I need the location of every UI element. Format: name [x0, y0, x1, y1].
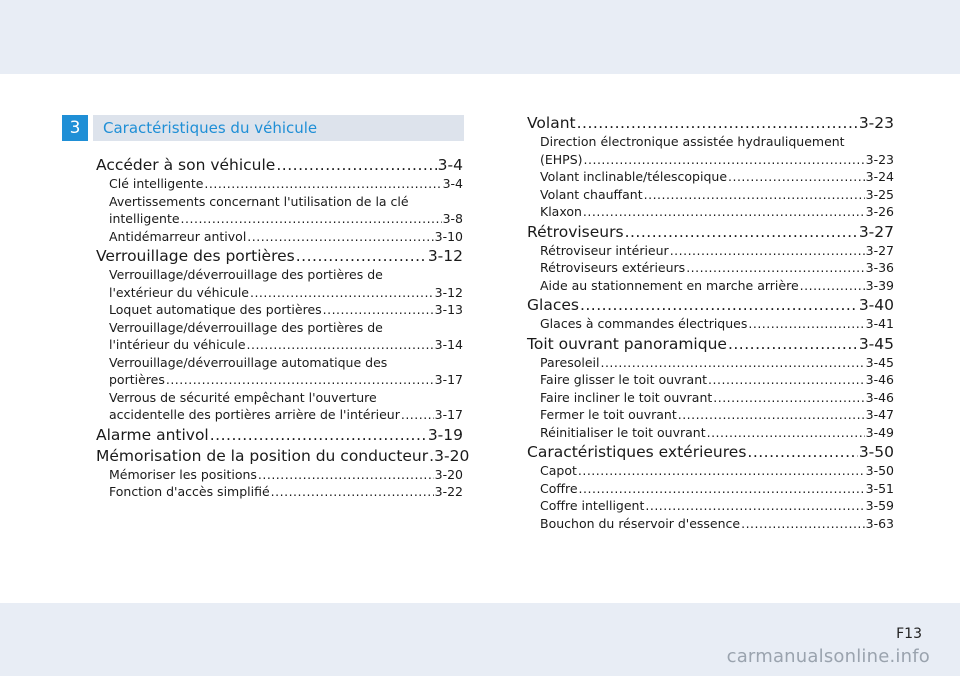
toc-entry-title: portières	[109, 372, 165, 387]
toc-sub-entry[interactable]	[527, 480, 894, 498]
toc-sub-entry[interactable]	[527, 406, 894, 424]
toc-entry-page: 3-4	[442, 176, 463, 191]
toc-entry-line: Avertissements concernant l'utilisation de la clé	[109, 193, 409, 209]
toc-entry-title: Rétroviseurs	[527, 222, 624, 241]
toc-leader-dots	[678, 406, 865, 424]
toc-sub-entry[interactable]	[96, 466, 463, 484]
toc-leader-dots	[713, 389, 864, 407]
toc-entry-title: Réinitialiser le toit ouvrant	[540, 424, 706, 440]
toc-entry-title: Paresoleil	[540, 354, 600, 370]
toc-entry-page: 3-50	[858, 443, 894, 461]
toc-entry-title: Rétroviseurs extérieurs	[540, 260, 686, 275]
toc-sub-entry[interactable]	[527, 242, 894, 260]
toc-section-entry[interactable]	[527, 334, 894, 354]
toc-leader-dots	[748, 315, 864, 333]
toc-entry-page: 3-4	[437, 156, 463, 174]
toc-sub-entry[interactable]	[96, 210, 463, 228]
toc-entry-page: 3-40	[858, 296, 894, 314]
toc-entry-title: Fermer le toit ouvrant	[540, 407, 677, 422]
toc-leader-dots	[670, 242, 865, 260]
toc-entry-page: 3-19	[427, 425, 463, 444]
toc-leader-dots	[583, 203, 865, 221]
toc-sub-entry[interactable]	[527, 371, 894, 389]
toc-entry-page: 3-22	[434, 484, 463, 499]
toc-entry-title: Coffre intelligent	[540, 498, 645, 513]
watermark: carmanualsonline.info	[726, 646, 930, 667]
toc-entry-title: Alarme antivol	[96, 425, 209, 444]
toc-leader-dots	[271, 483, 434, 501]
toc-entry-line: Verrouillage/déverrouillage des portières de	[109, 319, 383, 335]
toc-entry-page: 3-14	[434, 337, 463, 352]
toc-leader-dots	[247, 228, 433, 246]
toc-leader-dots	[296, 246, 427, 266]
toc-entry-page: 3-50	[865, 463, 894, 478]
toc-entry-page: 3-12	[434, 284, 463, 300]
toc-leader-dots	[728, 168, 865, 186]
toc-entry-title: Volant	[527, 114, 576, 132]
toc-leader-dots	[645, 497, 864, 515]
toc-entry-page: 3-17	[434, 372, 463, 387]
chapter-header	[62, 115, 464, 141]
toc-entry-page: 3-46	[865, 372, 894, 387]
toc-sub-entry[interactable]	[96, 175, 463, 193]
toc-sub-entry[interactable]	[527, 497, 894, 515]
chapter-title: Caractéristiques du véhicule	[103, 119, 318, 137]
toc-sub-entry[interactable]	[96, 371, 463, 389]
toc-section-entry[interactable]	[96, 446, 470, 466]
toc-sub-entry[interactable]	[527, 168, 894, 186]
toc-leader-dots	[578, 462, 865, 480]
toc-leader-dots	[584, 151, 865, 169]
toc-sub-entry[interactable]	[527, 277, 894, 295]
toc-entry-title: accidentelle des portières arrière de l'intérieur	[109, 407, 400, 422]
toc-entry-page: 3-12	[427, 247, 463, 265]
toc-leader-dots	[181, 210, 442, 228]
toc-leader-dots	[250, 284, 434, 302]
toc-entry-title: intelligente	[109, 211, 180, 226]
toc-entry-title: Caractéristiques extérieures	[527, 443, 747, 461]
toc-entry-title: Antidémarreur antivol	[109, 228, 247, 244]
toc-entry-page: 3-45	[858, 334, 894, 353]
toc-entry-title: Glaces à commandes électriques	[540, 316, 748, 331]
toc-entry-title: Clé intelligente	[109, 176, 204, 191]
toc-entry-title: Volant inclinable/télescopique	[540, 169, 728, 184]
toc-entry-line: Verrous de sécurité empêchant l'ouverture	[109, 389, 377, 405]
toc-entry-page: 3-23	[865, 151, 894, 167]
toc-entry-title: Fonction d'accès simplifié	[109, 484, 270, 499]
toc-entry-page: 3-27	[858, 222, 894, 241]
toc-sub-entry[interactable]	[527, 515, 894, 533]
toc-leader-dots	[708, 371, 865, 389]
toc-entry-title: Capot	[540, 463, 577, 478]
toc-left-column	[96, 154, 470, 501]
toc-sub-entry[interactable]	[527, 259, 894, 277]
toc-sub-entry[interactable]	[96, 284, 463, 302]
toc-entry-page: 3-51	[865, 480, 894, 496]
toc-leader-dots	[600, 354, 864, 372]
toc-entry-page: 3-49	[865, 424, 894, 440]
toc-leader-dots	[247, 336, 434, 354]
toc-section-entry[interactable]	[527, 113, 894, 133]
toc-leader-dots	[258, 466, 434, 484]
toc-leader-dots	[429, 446, 433, 466]
toc-entry-title: Klaxon	[540, 204, 582, 219]
toc-leader-dots	[401, 406, 434, 424]
toc-entry-page: 3-20	[434, 446, 470, 465]
toc-entry-page: 3-25	[865, 186, 894, 202]
toc-entry-title: Volant chauffant	[540, 186, 643, 202]
toc-entry-title: Bouchon du réservoir d'essence	[540, 515, 741, 531]
toc-entry-page: 3-41	[865, 316, 894, 331]
toc-entry-line: Verrouillage/déverrouillage automatique des	[109, 354, 388, 370]
toc-entry-title: (EHPS)	[540, 151, 583, 167]
toc-entry-page: 3-39	[865, 277, 894, 293]
toc-leader-dots	[577, 113, 858, 133]
toc-section-entry[interactable]	[527, 442, 894, 462]
toc-entry-title: Coffre	[540, 480, 578, 496]
page-number: F13	[896, 626, 922, 642]
toc-sub-entry[interactable]	[96, 228, 463, 246]
toc-entry-page: 3-46	[865, 389, 894, 405]
toc-entry-title: Rétroviseur intérieur	[540, 242, 669, 258]
toc-sub-entry[interactable]	[527, 186, 894, 204]
toc-sub-entry[interactable]	[96, 483, 463, 501]
toc-entry-line: Verrouillage/déverrouillage des portières de	[109, 267, 383, 282]
toc-sub-entry[interactable]	[96, 301, 463, 319]
toc-leader-dots	[276, 155, 436, 175]
toc-section-entry[interactable]	[96, 425, 463, 445]
toc-leader-dots	[323, 301, 434, 319]
toc-leader-dots	[579, 480, 865, 498]
chapter-number: 3	[62, 115, 88, 141]
toc-leader-dots	[644, 186, 865, 204]
toc-entry-page: 3-27	[865, 242, 894, 258]
toc-section-entry[interactable]	[96, 246, 463, 266]
toc-leader-dots	[741, 515, 865, 533]
toc-entry-title: Faire incliner le toit ouvrant	[540, 389, 713, 405]
toc-entry-title: Aide au stationnement en marche arrière	[540, 277, 799, 293]
toc-entry-page: 3-45	[865, 354, 894, 370]
toc-right-column	[527, 112, 894, 532]
toc-entry-title: Mémorisation de la position du conducteur	[96, 446, 429, 465]
toc-entry-title: Mémoriser les positions	[109, 466, 257, 482]
toc-entry-title: Faire glisser le toit ouvrant	[540, 372, 708, 387]
toc-entry-page: 3-10	[434, 228, 463, 244]
toc-entry-page: 3-13	[434, 302, 463, 317]
toc-entry-page: 3-26	[865, 204, 894, 219]
toc-entry-page: 3-17	[434, 407, 463, 422]
toc-entry-page: 3-47	[865, 407, 894, 422]
toc-leader-dots	[707, 424, 865, 442]
toc-entry-page: 3-20	[434, 466, 463, 482]
toc-leader-dots	[166, 371, 434, 389]
toc-entry-page: 3-23	[858, 114, 894, 132]
toc-sub-entry[interactable]	[527, 389, 894, 407]
toc-entry-page: 3-63	[865, 515, 894, 531]
toc-leader-dots	[728, 334, 858, 354]
toc-entry-title: l'intérieur du véhicule	[109, 337, 246, 352]
toc-sub-entry[interactable]	[527, 354, 894, 372]
toc-leader-dots	[580, 295, 858, 315]
toc-entry-page: 3-24	[865, 169, 894, 184]
toc-entry-title: l'extérieur du véhicule	[109, 284, 249, 300]
toc-entry-page: 3-59	[865, 498, 894, 513]
top-band	[0, 0, 960, 74]
toc-section-entry[interactable]	[527, 222, 894, 242]
toc-sub-entry[interactable]	[527, 424, 894, 442]
toc-section-entry[interactable]	[96, 155, 463, 175]
toc-entry-title: Accéder à son véhicule	[96, 156, 276, 174]
toc-entry-title: Toit ouvrant panoramique	[527, 334, 727, 353]
toc-entry-title: Verrouillage des portières	[96, 247, 295, 265]
chapter-title-bar	[93, 115, 464, 141]
toc-section-entry[interactable]	[527, 295, 894, 315]
toc-leader-dots	[686, 259, 864, 277]
toc-entry-page: 3-8	[442, 211, 463, 226]
toc-entry-page: 3-36	[865, 260, 894, 275]
toc-leader-dots	[204, 175, 441, 193]
toc-sub-entry[interactable]	[527, 462, 894, 480]
toc-sub-entry[interactable]	[96, 336, 463, 354]
toc-leader-dots	[800, 277, 865, 295]
toc-entry-title: Loquet automatique des portières	[109, 302, 322, 317]
toc-entry-line: Direction électronique assistée hydrauliquement	[540, 134, 845, 149]
toc-sub-entry[interactable]	[527, 315, 894, 333]
toc-leader-dots	[747, 442, 857, 462]
toc-leader-dots	[210, 425, 427, 445]
toc-entry-title: Glaces	[527, 296, 579, 314]
toc-leader-dots	[625, 222, 858, 242]
toc-sub-entry[interactable]	[527, 151, 894, 169]
toc-sub-entry[interactable]	[527, 203, 894, 221]
toc-sub-entry[interactable]	[96, 406, 463, 424]
